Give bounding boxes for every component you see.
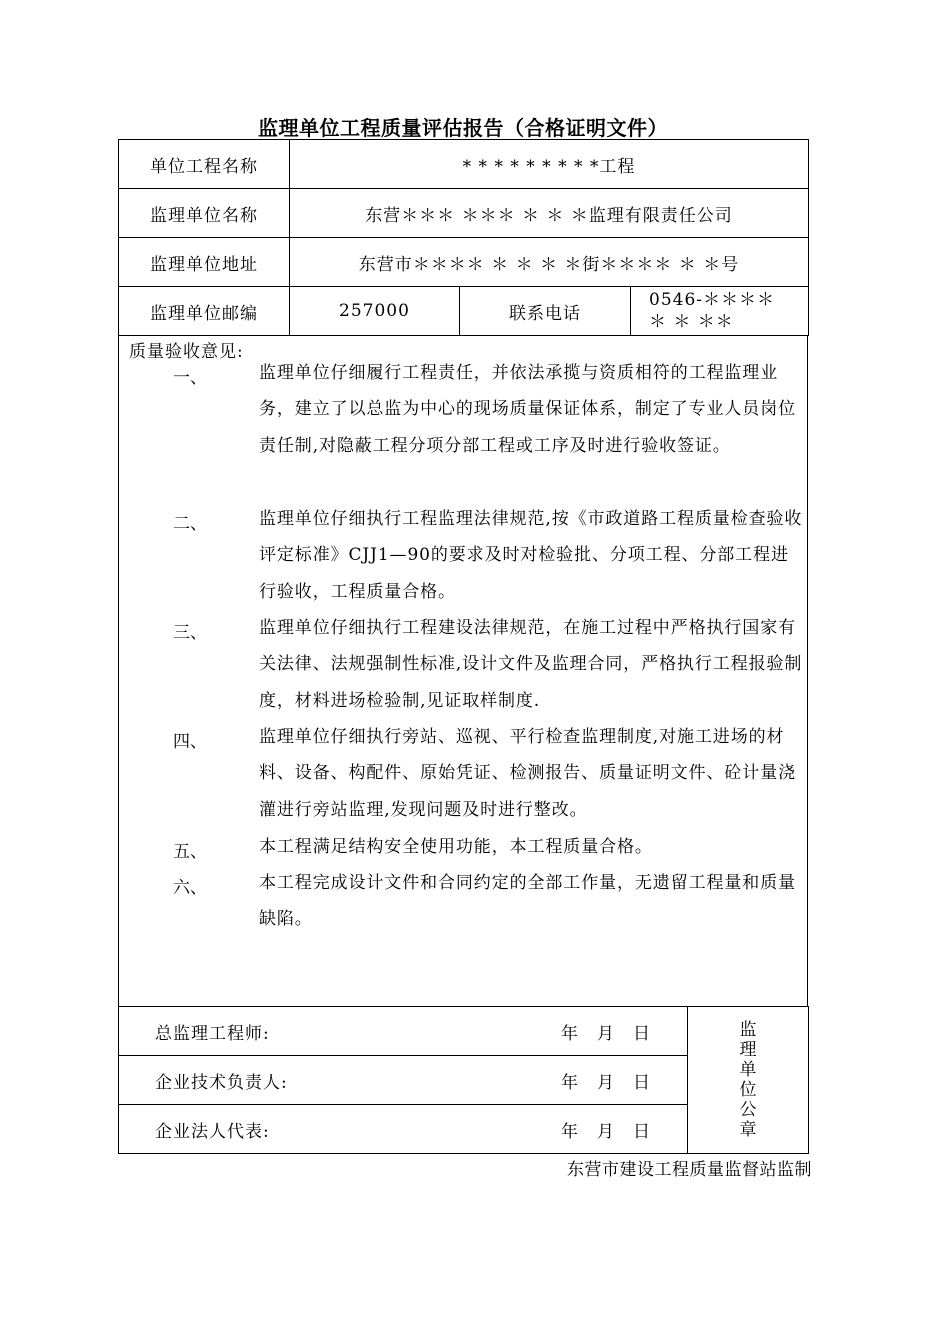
address-row <box>119 238 809 287</box>
postcode-value: 257000 <box>290 287 460 336</box>
report-title: 监理单位工程质量评估报告（合格证明文件） <box>258 116 668 140</box>
postcode-label: 监理单位邮编 <box>119 287 290 336</box>
unit-name-value: 东营＊＊＊ ＊＊＊ ＊ ＊ ＊监理有限责任公司 <box>290 189 809 238</box>
year-label: 年 <box>561 1121 579 1142</box>
chief-engineer-row <box>119 1007 809 1056</box>
footer-supervisor-note: 东营市建设工程质量监督站监制 <box>567 1160 812 1180</box>
phone-label: 联系电话 <box>460 287 631 336</box>
opinion-item-2 <box>173 501 803 610</box>
project-name-label: 单位工程名称 <box>119 140 290 189</box>
month-label: 月 <box>597 1072 615 1093</box>
opinion-item-4 <box>173 719 803 828</box>
project-name-value: * * * * * * * * *工程 <box>290 140 809 189</box>
item-number: 五、 <box>173 842 207 862</box>
legal-rep-date <box>469 1105 688 1154</box>
chief-engineer-date <box>469 1007 688 1056</box>
day-label: 日 <box>633 1072 651 1093</box>
chief-engineer-label: 总监理工程师: <box>119 1007 469 1056</box>
tech-leader-date <box>469 1056 688 1105</box>
signature-table <box>118 1006 809 1154</box>
item-text: 监理单位仔细履行工程责任，并依法承揽与资质相符的工程监理业务，建立了以总监为中心的现场质量保证体系，制定了专业人员岗位责任制,对隐蔽工程分项分部工程或工序及时进行验收签证。 <box>259 363 796 456</box>
address-label: 监理单位地址 <box>119 238 290 287</box>
quality-opinion-section <box>118 335 808 1006</box>
item-text: 本工程完成设计文件和合同约定的全部工作量，无遗留工程量和质量缺陷。 <box>259 873 796 930</box>
day-label: 日 <box>633 1121 651 1142</box>
day-label: 日 <box>633 1023 651 1044</box>
item-text: 监理单位仔细执行旁站、巡视、平行检查监理制度,对施工进场的材料、设备、构配件、原始凭证、检测报告、质量证明文件、砼计量浇灌进行旁站监理,发现问题及时进行整改。 <box>259 727 796 820</box>
year-label: 年 <box>561 1072 579 1093</box>
opinion-item-6 <box>173 865 803 938</box>
unit-name-row <box>119 189 809 238</box>
tech-leader-label: 企业技术负责人: <box>119 1056 469 1105</box>
unit-name-label: 监理单位名称 <box>119 189 290 238</box>
project-name-row <box>119 140 809 189</box>
item-number: 六、 <box>173 878 207 898</box>
item-text: 监理单位仔细执行工程建设法律规范，在施工过程中严格执行国家有关法律、法规强制性标准,设计文件及监理合同，严格执行工程报验制度，材料进场检验制,见证取样制度. <box>259 618 803 711</box>
item-text: 监理单位仔细执行工程监理法律规范,按《市政道路工程质量检查验收评定标准》CJJ1—90的要求及时对检验批、分项工程、分部工程进行验收，工程质量合格。 <box>259 509 803 602</box>
postcode-row <box>119 287 809 336</box>
month-label: 月 <box>597 1023 615 1044</box>
seal-label: 监理单位公章 <box>739 1020 757 1140</box>
opinion-item-1 <box>173 355 803 464</box>
opinion-title: 质量验收意见: <box>129 342 244 362</box>
address-value: 东营市＊＊＊＊ ＊ ＊ ＊ ＊街＊＊＊＊ ＊ ＊号 <box>290 238 809 287</box>
phone-value: 0546-＊＊＊＊＊ ＊ ＊＊ <box>631 287 809 336</box>
opinion-item-5 <box>173 829 803 865</box>
seal-cell <box>688 1007 809 1154</box>
year-label: 年 <box>561 1023 579 1044</box>
opinion-item-3 <box>173 610 803 719</box>
info-table <box>118 139 809 336</box>
month-label: 月 <box>597 1121 615 1142</box>
item-number: 一、 <box>173 368 207 388</box>
item-number: 四、 <box>173 732 207 752</box>
item-number: 三、 <box>173 623 207 643</box>
legal-rep-label: 企业法人代表: <box>119 1105 469 1154</box>
item-number: 二、 <box>173 514 207 534</box>
item-text: 本工程满足结构安全使用功能，本工程质量合格。 <box>259 837 653 857</box>
